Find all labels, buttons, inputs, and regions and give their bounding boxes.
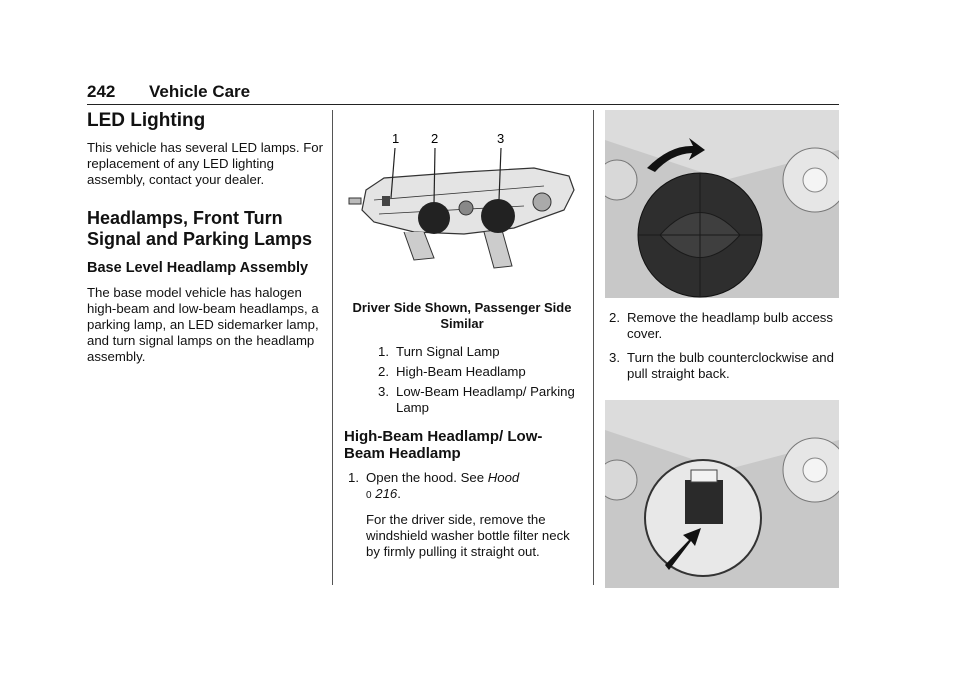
list-item: 3. Low-Beam Headlamp/ Parking Lamp — [378, 384, 575, 415]
list-item: 1. Turn Signal Lamp — [378, 344, 500, 359]
headlamp-housing — [349, 168, 574, 268]
step-3: 3. Turn the bulb counterclockwise and pull straight back. — [609, 350, 834, 381]
base-level-heading: Base Level Headlamp Assembly — [87, 260, 309, 276]
led-lighting-paragraph: This vehicle has several LED lamps. For replacement of any LED lighting assembly, contact your dealer. — [87, 140, 323, 187]
headlamps-heading: Headlamps, Front Turn Signal and Parking Lamps — [87, 208, 313, 249]
step-1-note: For the driver side, remove the windshield washer bottle filter neck by firmly pulling it straight out. — [366, 512, 570, 559]
callout-2: 2 — [431, 131, 439, 146]
list-item: 2. High-Beam Headlamp — [378, 364, 526, 379]
step-1: 1. Open the hood. See Hood 0 216. — [348, 470, 520, 501]
high-beam-heading: High-Beam Headlamp/ Low-Beam Headlamp — [344, 428, 543, 462]
base-level-paragraph: The base model vehicle has halogen high-beam and low-beam headlamps, a parking lamp, an LED sidemarker lamp, and turn signal lamps on the headlamp assembly. — [87, 285, 319, 364]
bulb-connector-icon — [685, 480, 723, 524]
turn-signal-lamp-icon — [382, 196, 390, 206]
column-right — [605, 110, 839, 588]
bulb-removal-photo — [605, 400, 839, 588]
column-divider-2 — [593, 110, 594, 585]
page-header — [87, 82, 839, 105]
column-middle — [344, 110, 580, 572]
bulb-access-cover-photo — [605, 110, 839, 298]
low-beam-bulb-icon — [481, 199, 515, 233]
column-divider-1 — [332, 110, 333, 585]
page-ref-arrow-icon: 0 — [366, 490, 372, 501]
page-ref-216[interactable]: 216 — [375, 486, 398, 501]
column-left — [87, 110, 323, 377]
hood-link[interactable]: Hood — [487, 470, 520, 485]
parts-list — [344, 344, 580, 416]
step-2: 2. Remove the headlamp bulb access cover. — [609, 310, 833, 341]
callout-1: 1 — [392, 131, 400, 146]
section-title: Vehicle Care — [149, 82, 251, 101]
led-lighting-heading: LED Lighting — [87, 110, 206, 131]
high-beam-bulb-icon — [418, 202, 450, 234]
figure-caption: Driver Side Shown, Passenger Side Similar — [352, 300, 572, 331]
headlamp-assembly-diagram — [344, 110, 580, 300]
page-number: 242 — [87, 82, 116, 101]
callout-3: 3 — [497, 131, 505, 146]
